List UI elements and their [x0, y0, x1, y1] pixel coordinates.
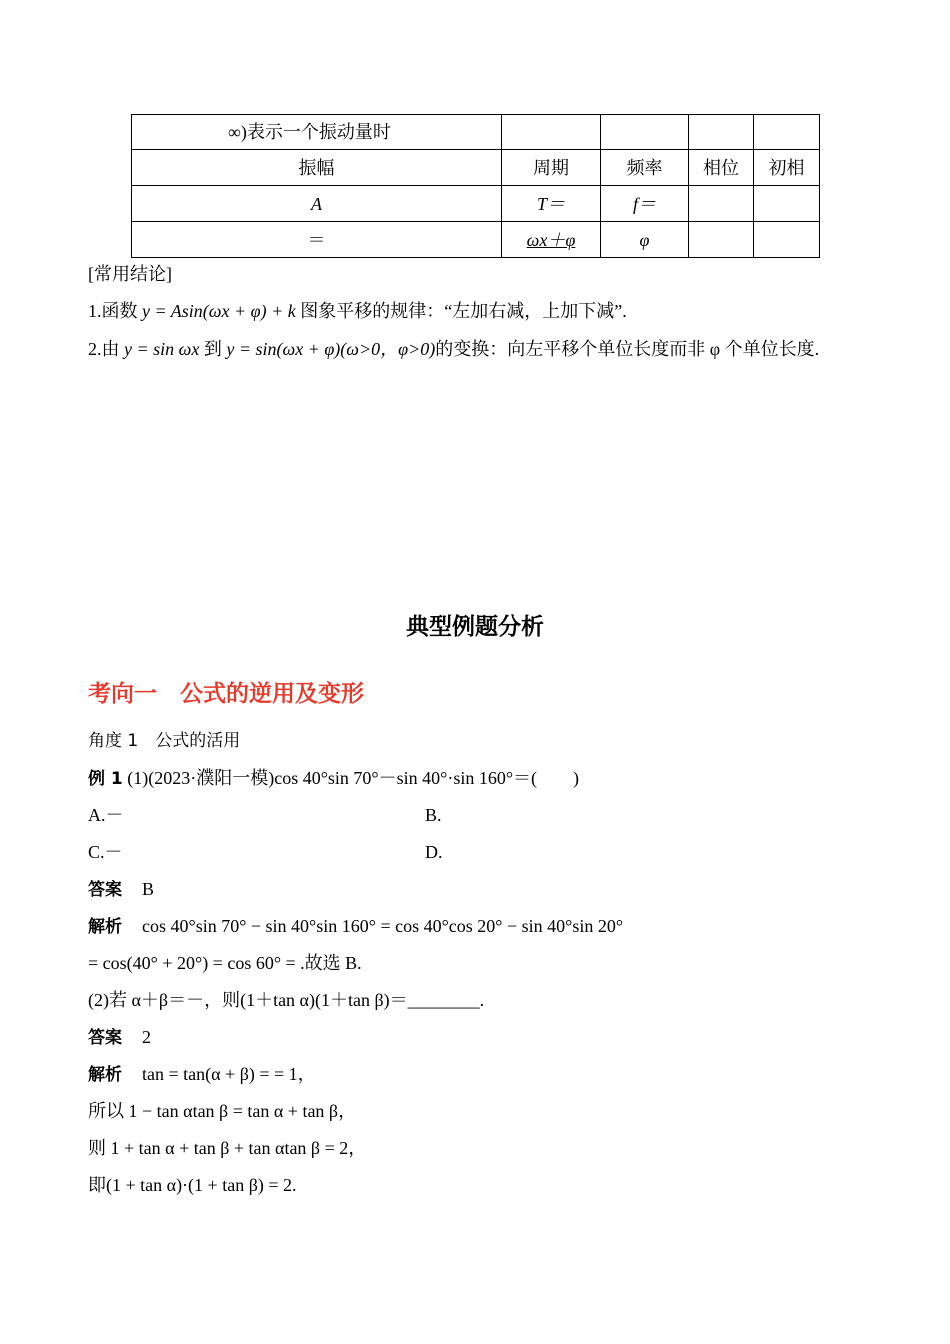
example-1-analysis: [88, 914, 623, 939]
conclusion-1-formula: y = Asin(ωx + φ) + k: [142, 301, 296, 321]
option-b: B.: [425, 805, 442, 825]
table-row: [132, 222, 820, 258]
table-row: [132, 186, 820, 222]
conclusion-2-mid: 到: [199, 339, 227, 359]
table-cell-continued: ∞)表示一个振动量时: [132, 115, 502, 150]
cell-phi: φ: [601, 222, 689, 258]
table-cell: [689, 115, 754, 150]
conclusion-1-suffix: 图象平移的规律：“左加右减，上加下减”.: [295, 301, 627, 321]
table-cell: [754, 115, 820, 150]
table-cell: [689, 222, 754, 258]
conclusion-2-suffix: 的变换：向左平移个单位长度而非 φ 个单位长度.: [435, 339, 820, 359]
example-1-text: (1)(2023·濮阳一模)cos 40°sin 70°－sin 40°·sin 160°＝( ): [122, 768, 580, 788]
conclusion-2-formula-a: y = sin ωx: [124, 339, 200, 359]
header-period: 周期: [502, 150, 601, 186]
example-2-answer: [88, 1025, 151, 1050]
conclusions-title: [常用结论]: [88, 264, 172, 284]
option-a: A.－: [88, 805, 124, 825]
cell-initial-phase: [754, 186, 820, 222]
analysis-line: 则 1 + tan α + tan β + tan αtan β = 2，: [88, 1138, 367, 1158]
analysis-line-2: = cos(40° + 20°) = cos 60° = .故选 B.: [88, 953, 362, 973]
answer-label: 答案: [88, 1028, 122, 1048]
cell-period: T＝: [502, 186, 601, 222]
answer-value: B: [142, 879, 155, 899]
table-cell: [502, 115, 601, 150]
cell-phase: [689, 186, 754, 222]
conclusion-2-formula-b: y = sin(ωx + φ)(ω>0，φ>0): [226, 339, 436, 359]
cell-phase-expression: ωx＋φ: [502, 222, 601, 258]
section-heading: 典型例题分析: [406, 614, 544, 640]
oscillation-table: [131, 114, 820, 258]
table-cell: [601, 115, 689, 150]
conclusion-2: [88, 337, 819, 361]
table-row: [132, 115, 820, 150]
conclusion-2-prefix: 2.由: [88, 339, 124, 359]
cell-amplitude: A: [132, 186, 502, 222]
header-phase: 相位: [689, 150, 754, 186]
example-1-answer: [88, 877, 154, 902]
analysis-label: 解析: [88, 1065, 122, 1085]
example-2-analysis: [88, 1062, 316, 1087]
analysis-label: 解析: [88, 917, 122, 937]
conclusion-1-prefix: 1.函数: [88, 301, 142, 321]
cell-amplitude-value: ＝: [132, 222, 502, 258]
analysis-line: 即(1 + tan α)·(1 + tan β) = 2.: [88, 1175, 297, 1195]
angle-label: 角度 1 公式的活用: [88, 731, 241, 751]
example-label: 例 1: [88, 769, 123, 789]
example-1-question: [88, 766, 579, 791]
answer-label: 答案: [88, 880, 122, 900]
option-d: D.: [425, 842, 443, 862]
direction-heading: 考向一 公式的逆用及变形: [88, 681, 364, 707]
example-2-question: (2)若 α＋β＝－，则(1＋tan α)(1＋tan β)＝________.: [88, 990, 485, 1010]
conclusion-1: [88, 299, 627, 323]
analysis-line: 所以 1 − tan αtan β = tan α + tan β，: [88, 1101, 357, 1121]
analysis-line-1: cos 40°sin 70° − sin 40°sin 160° = cos 40°cos 20° − sin 40°sin 20°: [142, 916, 624, 936]
option-c: C.－: [88, 842, 123, 862]
answer-value: 2: [142, 1027, 151, 1047]
table-cell: [754, 222, 820, 258]
analysis-line: tan = tan(α + β) = = 1，: [142, 1064, 316, 1084]
table-header-row: [132, 150, 820, 186]
header-amplitude: 振幅: [132, 150, 502, 186]
cell-frequency: f＝: [601, 186, 689, 222]
header-initial-phase: 初相: [754, 150, 820, 186]
header-frequency: 频率: [601, 150, 689, 186]
